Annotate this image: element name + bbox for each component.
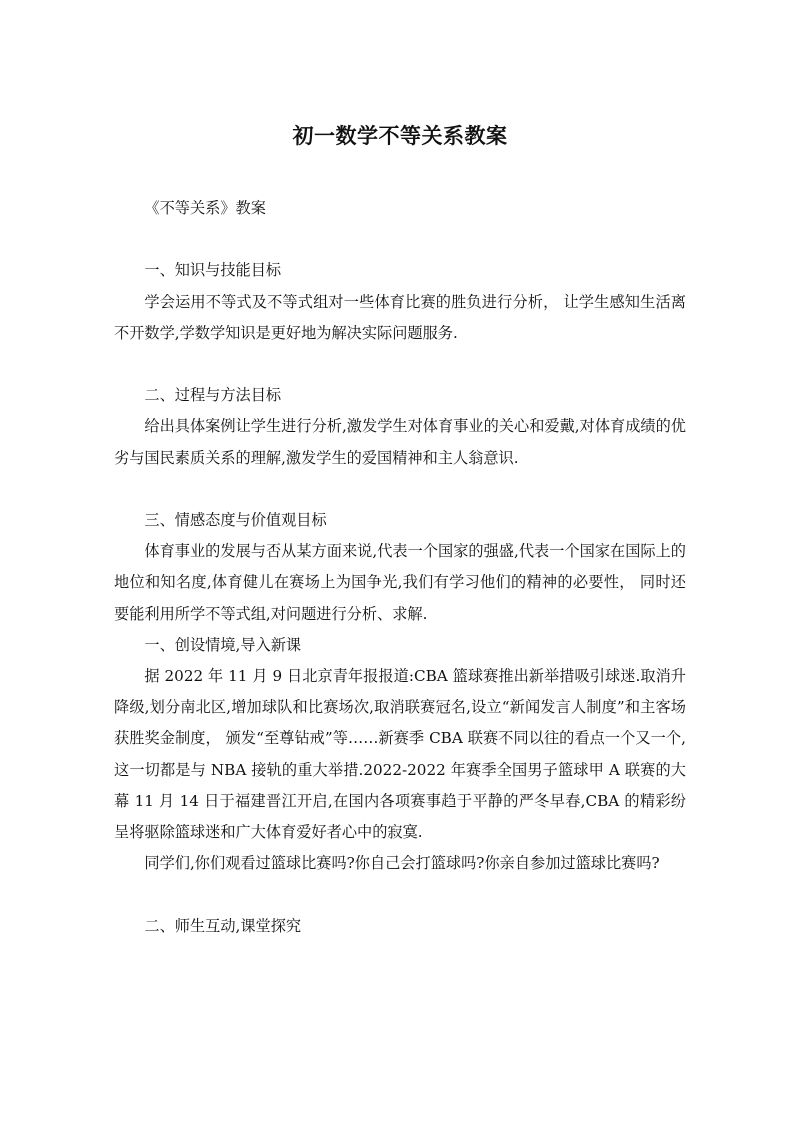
section-heading-intro: 一、创设情境,导入新课: [144, 635, 302, 654]
spacer: [114, 224, 686, 255]
page-title: 初一数学不等关系教案: [292, 124, 508, 148]
spacer: [114, 879, 686, 910]
section-heading-interaction: 二、师生互动,课堂探究: [144, 916, 302, 935]
paragraph-attitude: 体育事业的发展与否从某方面来说,代表一个国家的强盛,代表一个国家在国际上的地位和知名度,体育健儿在赛场上为国争光,我们有学习他们的精神的必要性， 同时还要能利用所学不等式组,对问题进行分析、求解.: [114, 542, 686, 623]
spacer: [114, 474, 686, 505]
section-heading-attitude: 三、情感态度与价值观目标: [144, 510, 327, 529]
subtitle: 《不等关系》教案: [144, 199, 266, 217]
document-body: [114, 193, 686, 942]
spacer: [114, 349, 686, 380]
paragraph-intro-news: 据 2022 年 11 月 9 日北京青年报报道:CBA 篮球赛推出新举措吸引球迷.取消升降级,划分南北区,增加球队和比赛场次,取消联赛冠名,设立“新闻发言人制度”和主客场获胜奖金制度， 颁发“至尊钻戒”等……新赛季 CBA 联赛不同以往的看点一个又一个,这一切都是与 NBA 接轨的重大举措.2022-2022 年赛季全国男子篮球甲 A 联赛的大幕 11 月 14 日于福建晋江开启,在国内各项赛事趋于平静的严冬早春,CBA 的精彩纷呈将驱除篮球迷和广大体育爱好者心中的寂寞.: [114, 667, 686, 842]
paragraph-knowledge: 学会运用不等式及不等式组对一些体育比赛的胜负进行分析， 让学生感知生活离不开数学,学数学知识是更好地为解决实际问题服务.: [114, 292, 686, 342]
section-heading-process: 二、过程与方法目标: [144, 386, 282, 405]
section-heading-knowledge: 一、知识与技能目标: [144, 261, 282, 280]
paragraph-intro-questions: 同学们,你们观看过篮球比赛吗?你自己会打篮球吗?你亲自参加过篮球比赛吗?: [144, 854, 660, 873]
paragraph-process: 给出具体案例让学生进行分析,激发学生对体育事业的关心和爱戴,对体育成绩的优劣与国民素质关系的理解,激发学生的爱国精神和主人翁意识.: [114, 417, 686, 467]
